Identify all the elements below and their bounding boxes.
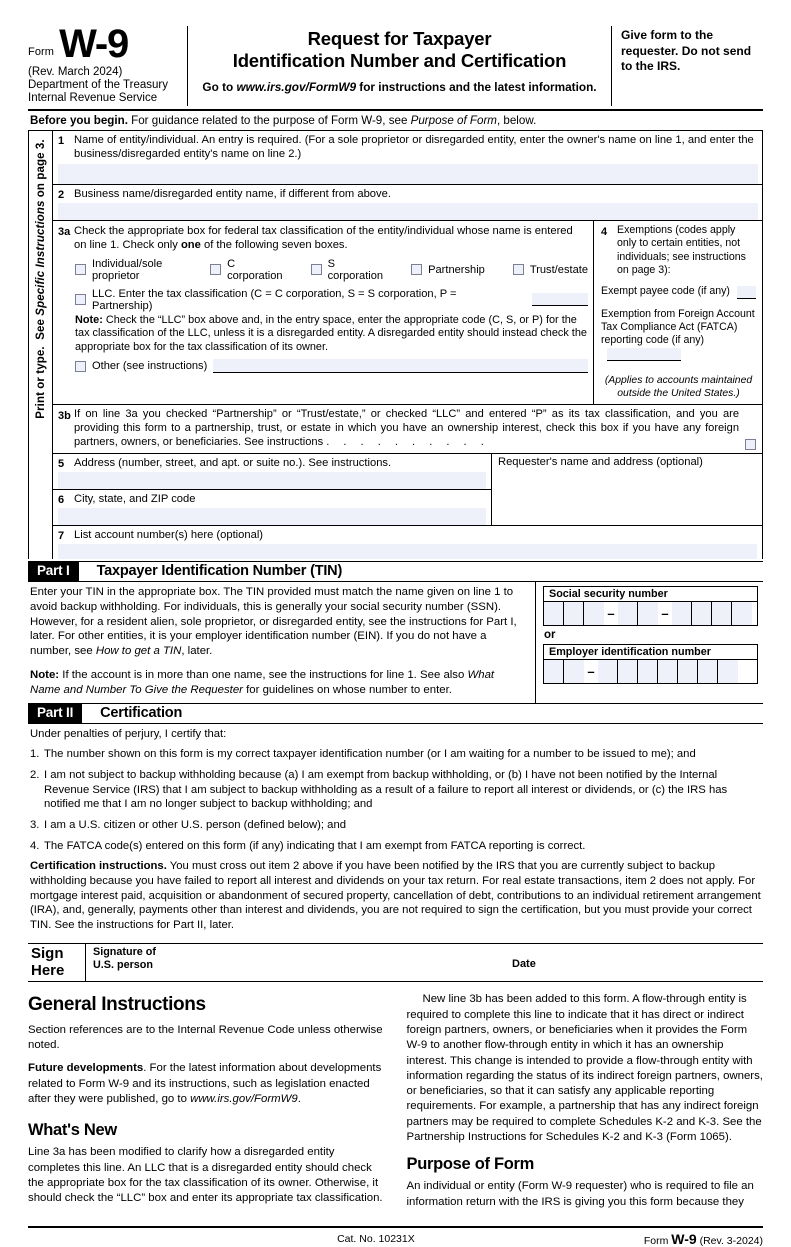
checkbox-llc-row [75,288,588,312]
purpose-of-form-heading: Purpose of Form [406,1155,535,1174]
form-line-7-row [53,526,762,559]
line-1-label: Name of entity/individual. An entry is required. (For a sole proprietor or disregarded entity, enter the owner's name on line 1, and enter the business/disregarded entity's name on line 2.) [74,133,754,160]
ein-digit[interactable] [544,660,564,683]
masthead-left [28,22,188,106]
ein-digit[interactable] [678,660,698,683]
sidebar-see-prefix: See [35,315,47,340]
goto-url-line [198,80,601,94]
checkbox-partnership-label: Partnership [428,263,485,276]
line-3b-number: 3b [58,410,71,423]
checkbox-other-box[interactable] [75,361,86,372]
form-title-line-1: Request for Taxpayer [307,28,492,49]
checkbox-llc-label: LLC. Enter the tax classification (C = C corporation, S = S corporation, P = Partnership) [92,287,457,312]
or-separator-label: or [544,628,556,641]
line-6-city-state-zip-input[interactable] [58,508,486,525]
fatca-label: Exemption from Foreign Account Tax Compliance Act (FATCA) reporting code (if any) [601,307,755,347]
form-line-5-row [53,454,491,490]
form-masthead [28,22,763,111]
masthead-center [188,26,611,106]
ein-label: Employer identification number [544,645,757,660]
ein-digit[interactable] [658,660,678,683]
ssn-digit[interactable] [544,602,564,625]
checkbox-individual-label: Individual/sole proprietor [92,257,163,282]
certification-item [30,818,761,833]
llc-tax-classification-input[interactable] [532,293,588,306]
section-references-paragraph: Section references are to the Internal Revenue Code unless otherwise noted. [28,1023,383,1052]
line-3a-cell [53,221,594,404]
ein-digit[interactable] [618,660,638,683]
line-2-number: 2 [58,188,65,201]
cert-item-number: 1. [30,748,40,761]
form-line-3a-row [53,221,762,405]
line-3a-label: Check the appropriate box for federal tax classification of the entity/individual whose name is entered on line 1. Check only one of the following seven boxes. [74,224,573,251]
date-label: Date [512,957,536,970]
line-7-account-numbers-input[interactable] [58,544,757,559]
department-line-2: Internal Revenue Service [28,92,158,105]
line-5-label: Address (number, street, and apt. or suite no.). See instructions. [74,456,392,469]
line-7-number: 7 [58,529,65,542]
checkbox-c-corporation[interactable] [210,258,283,282]
ssn-digit[interactable] [564,602,584,625]
certification-intro: Under penalties of perjury, I certify that: [30,727,227,740]
checkbox-c-corp-label: C corporation [227,257,283,282]
ein-digit[interactable] [698,660,718,683]
certification-instructions: Certification instructions. You must cross out item 2 above if you have been notified by the IRS that you are currently subject to backup withholding because you have failed to report all interest and dividends on your tax return. For real estate transactions, item 2 does not apply. For mortgage interest paid, acquisition or abandonment of secured property, cancellation of debt, contributions to an individual retirement arrangement (IRA), and, generally, payments other than interest and dividends, you are not required to sign the certification, but you must provide your correct TIN. See the instructions for Part II, later. [30,860,761,932]
date-field[interactable] [508,946,763,982]
cert-item-number: 3. [30,819,40,832]
checkbox-llc-box[interactable] [75,294,86,305]
goto-prefix: Go to [202,80,237,95]
ein-digit[interactable] [598,660,618,683]
whats-new-paragraph: Line 3a has been modified to clarify how a disregarded entity completes this line. An LLC that is a disregarded entity should check the appropriate box for the tax classification of its owner. Otherwise, it should check the “LLC” box and enter its appropriate tax classification. [28,1146,383,1205]
form-body [28,131,763,559]
ein-digit[interactable] [718,660,738,683]
part-1-note: Note: If the account is in more than one name, see the instructions for line 1. See also What Name and Number To Give the Requester for guidelines on whose number to enter. [30,669,495,696]
future-developments-paragraph: Future developments. For the latest information about developments related to Form W-9 and its instructions, such as legislation enacted after they were published, go to www.irs.gov/FormW9. [28,1062,382,1105]
line-2-label: Business name/disregarded entity name, if different from above. [74,187,391,200]
exempt-payee-row [601,285,756,298]
checkbox-trust-estate[interactable] [513,264,588,276]
ssn-digit[interactable] [638,602,658,625]
checkbox-trust-estate-label: Trust/estate [529,263,588,276]
before-you-begin-line [28,111,763,131]
checkbox-individual-box[interactable] [75,264,86,275]
purpose-of-form-ref: Purpose of Form [410,113,497,127]
form-line-2-row [53,185,762,221]
ein-digit[interactable] [638,660,658,683]
footer-form-identifier: Form W-9 (Rev. 3-2024) [643,1230,763,1247]
exempt-payee-label: Exempt payee code (if any) [601,285,730,298]
part-2-header-bar [28,704,763,724]
line-4-label: Exemptions (codes apply only to certain entities, not individuals; see instructions on page 3): [617,223,746,276]
ein-dash: – [587,663,595,679]
ssn-box [543,586,758,626]
line-3a-note: Note: Check the “LLC” box above and, in the entry space, enter the appropriate code (C, S, or P) for the tax classification of the LLC, unless it is a disregarded entity. A disregarded entity should instead check the appropriate box for the tax classification of its owner. [75,313,587,353]
form-word-label: Form [28,45,55,58]
checkbox-s-corp-label: S corporation [327,257,384,282]
sign-here-tag [28,944,86,982]
ssn-digit-row[interactable] [544,602,757,625]
general-instructions-heading: General Instructions [28,994,206,1016]
part-1-header-bar [28,561,763,582]
certification-item [30,839,761,854]
part-1-instructions [28,582,535,703]
ssn-dash-2: – [661,605,669,621]
line-6-label: City, state, and ZIP code [74,492,196,505]
sign-here-line-1: Sign [31,944,64,962]
cert-item-number: 2. [30,769,40,782]
checkbox-partnership-box[interactable] [411,264,422,275]
cert-item-number: 4. [30,839,40,852]
line-6-number: 6 [58,493,65,506]
line-4-exemptions-cell [594,221,762,404]
form-address-rows [53,454,762,526]
exempt-payee-code-input[interactable] [737,286,756,299]
line-2-business-name-input[interactable] [58,203,758,220]
ssn-dash-1: – [607,605,615,621]
line-1-number: 1 [58,134,65,147]
sidebar-page-suffix: on page 3. [35,139,47,201]
part-2-tag: Part II [28,704,82,723]
checkbox-partnership[interactable] [411,264,485,276]
instructions-right-column [407,992,764,1217]
line-3b-dot-leader: . . . . . . . . . . [326,435,490,448]
certification-items [30,747,761,853]
form-number-title: W-9 [59,22,128,66]
certification-item [30,768,761,812]
goto-suffix: for instructions and the latest information. [356,80,597,95]
form-line-rows [53,131,762,559]
signature-label-line-2: U.S. person [93,958,153,971]
ssn-digit[interactable] [712,602,732,625]
before-you-begin-text: For guidance related to the purpose of Form W-9, see [127,113,411,127]
part-1-body [28,582,763,704]
sidebar-print-or-type-label: Print or type. [35,346,47,419]
checkbox-other-label: Other (see instructions) [92,360,208,373]
checkbox-other-row [75,359,588,373]
line-1-name-input[interactable] [58,164,758,184]
checkbox-c-corp-box[interactable] [210,264,221,275]
whats-new-heading: What's New [28,1121,117,1140]
signature-label-line-1: Signature of [93,945,156,958]
fatca-code-input[interactable] [607,348,681,361]
ssn-digit[interactable] [584,602,604,625]
certification-item [30,747,761,762]
part-2-title: Certification [100,704,183,721]
sidebar-specific-instructions: Specific Instructions [35,200,47,316]
ein-digit-row[interactable] [544,660,757,683]
give-form-note: Give form to the requester. Do not send to the IRS. [611,26,763,106]
purpose-of-form-paragraph: An individual or entity (Form W-9 requester) who is required to file an information return with the IRS is giving you this form because they [406,1180,754,1208]
fatca-row [601,308,756,361]
irs-formw9-url[interactable]: www.irs.gov/FormW9 [236,80,357,95]
tin-entry-area [535,582,763,703]
checkbox-foreign-partners-box[interactable] [745,439,756,450]
requester-label: Requester's name and address (optional) [498,455,703,468]
ein-digit[interactable] [564,660,584,683]
part-1-tag: Part I [28,562,79,581]
catalog-number: Cat. No. 10231X [337,1232,415,1245]
part-1-title: Taxpayer Identification Number (TIN) [96,562,343,579]
checkbox-s-corp-box[interactable] [311,264,322,275]
other-classification-input[interactable] [213,359,588,373]
sign-here-line-2: Here [31,961,65,979]
line-3b-label: If on line 3a you checked “Partnership” or “Trust/estate,” or checked “LLC” and entered “P” as its tax classification, and you are providing this form to a partnership, trust, or estate in which you have an ownership interest, check this box if you have any foreign partners, owners, or beneficiaries. See instructions . . . . . . . . . . [74,408,739,448]
ssn-digit[interactable] [618,602,638,625]
line-3a-number: 3a [58,225,71,238]
form-line-6-row [53,490,491,525]
form-revision-date: (Rev. March 2024) [28,65,123,78]
part-1-paragraph-1: Enter your TIN in the appropriate box. The TIN provided must match the name given on line 1 to avoid backup withholding. For individuals, this is generally your social security number (SSN). However, for a resident alien, sole proprietor, or disregarded entity, see the instructions for Part I, later. For other entities, it is your employer identification number (EIN). If you do not have a number, see How to get a TIN, later. [30,585,517,658]
cert-item-text: The FATCA code(s) entered on this form (if any) indicating that I am exempt from FATCA reporting is correct. [44,839,586,852]
ssn-digit[interactable] [732,602,752,625]
cert-item-text: I am not subject to backup withholding because (a) I am exempt from backup withholding, or (b) I have not been notified by the Internal Revenue Service (IRS) that I am subject to backup withholding as a result of a failure to report all interest or dividends, or (c) the IRS has notified me that I am no longer subject to backup withholding; and [44,769,728,811]
form-line-3b-row [53,405,762,454]
cert-item-text: I am a U.S. citizen or other U.S. person (defined below); and [44,819,347,832]
department-line-1: Department of the Treasury [28,78,168,91]
form-footer [28,1228,763,1247]
line-5-number: 5 [58,457,65,470]
checkbox-individual-sole-proprietor[interactable] [75,258,182,282]
ssn-digit[interactable] [672,602,692,625]
line-4-number: 4 [601,225,608,238]
form-line-1-row [53,131,762,185]
line-7-label: List account number(s) here (optional) [74,528,264,541]
before-you-begin-tail: , below. [496,113,537,127]
requester-name-address-cell [492,454,762,525]
future-developments-url[interactable]: www.irs.gov/FormW9 [190,1092,298,1105]
form-title-line-2: Identification Number and Certification [232,49,567,71]
signature-field[interactable] [93,946,508,982]
ssn-digit[interactable] [692,602,712,625]
line-3a-checkbox-group [75,258,588,282]
requester-input[interactable] [498,468,757,514]
sign-here-block [28,943,763,983]
address-left-column [53,454,492,525]
cert-item-text: The number shown on this form is my correct taxpayer identification number (or I am waiting for a number to be issued to me); and [44,748,696,761]
new-line-3b-paragraph: New line 3b has been added to this form. A flow-through entity is required to complete this line to indicate that it has direct or indirect foreign partners, owners, or beneficiaries when it provides the Form W-9 to another flow-through entity in which it has an ownership interest. This change is intended to provide a flow-through entity with information regarding the status of its indirect foreign partners, owners, or beneficiaries, so that it can satisfy any applicable reporting requirements. For example, a partnership that has any indirect foreign partners may be required to complete Schedules K-2 and K-3. See the Partnership Instructions for Schedules K-2 and K-3 (Form 1065). [406,993,763,1143]
applies-outside-us-note: (Applies to accounts maintained outside the United States.) [604,375,753,400]
ssn-label: Social security number [544,587,757,602]
checkbox-s-corporation[interactable] [311,258,384,282]
sidebar-print-or-type [29,131,53,559]
checkbox-trust-estate-box[interactable] [513,264,524,275]
general-instructions-section [28,992,763,1217]
before-you-begin-label: Before you begin. [30,113,128,127]
line-5-address-input[interactable] [58,472,486,489]
part-2-body [28,724,763,943]
ein-box [543,644,758,684]
instructions-left-column [28,992,385,1217]
